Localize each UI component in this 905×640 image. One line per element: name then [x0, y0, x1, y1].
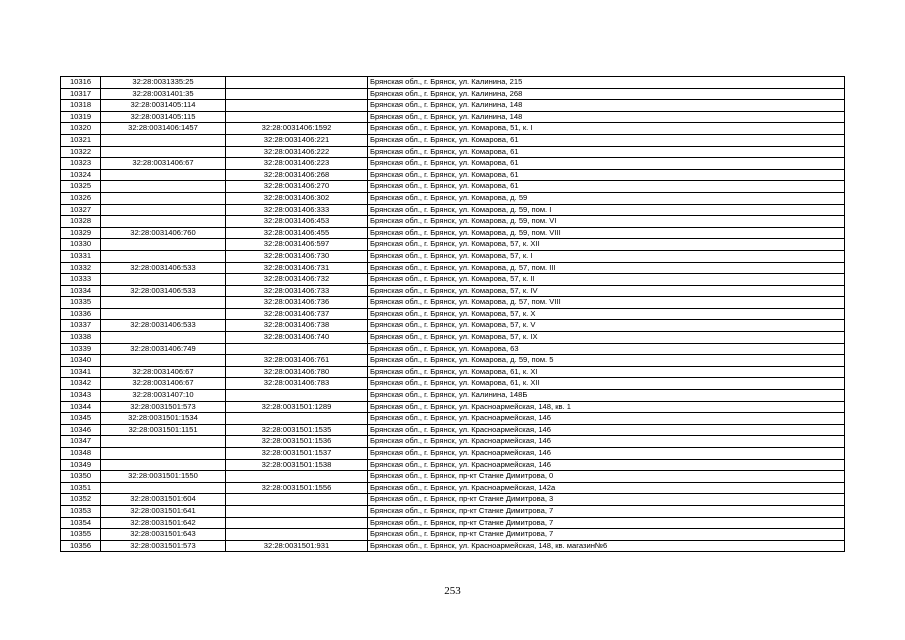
address-cell: Брянская обл., г. Брянск, пр-кт Станке Димитрова, 7 — [368, 505, 845, 517]
object-cadastral-number-cell: 32:28:0031406:223 — [226, 158, 368, 170]
table-row — [61, 424, 845, 436]
table-row — [61, 88, 845, 100]
row-number-cell: 10332 — [61, 262, 101, 274]
table-row — [61, 308, 845, 320]
parcel-cadastral-number-cell: 32:28:0031501:573 — [101, 401, 226, 413]
object-cadastral-number-cell: 32:28:0031406:730 — [226, 250, 368, 262]
parcel-cadastral-number-cell — [101, 192, 226, 204]
address-cell: Брянская обл., г. Брянск, ул. Калинина, 148Б — [368, 390, 845, 402]
address-cell: Брянская обл., г. Брянск, ул. Красноармейская, 148, кв. магазин№6 — [368, 540, 845, 552]
address-cell: Брянская обл., г. Брянск, ул. Калинина, 268 — [368, 88, 845, 100]
object-cadastral-number-cell: 32:28:0031406:270 — [226, 181, 368, 193]
parcel-cadastral-number-cell — [101, 239, 226, 251]
row-number-cell: 10316 — [61, 77, 101, 89]
row-number-cell: 10344 — [61, 401, 101, 413]
parcel-cadastral-number-cell — [101, 355, 226, 367]
row-number-cell: 10321 — [61, 134, 101, 146]
address-cell: Брянская обл., г. Брянск, ул. Красноармейская, 146 — [368, 448, 845, 460]
table-row — [61, 332, 845, 344]
parcel-cadastral-number-cell: 32:28:0031405:114 — [101, 100, 226, 112]
object-cadastral-number-cell — [226, 494, 368, 506]
row-number-cell: 10317 — [61, 88, 101, 100]
table-row — [61, 378, 845, 390]
row-number-cell: 10341 — [61, 366, 101, 378]
row-number-cell: 10348 — [61, 448, 101, 460]
object-cadastral-number-cell: 32:28:0031406:455 — [226, 227, 368, 239]
table-row — [61, 366, 845, 378]
table-row — [61, 448, 845, 460]
address-cell: Брянская обл., г. Брянск, ул. Красноармейская, 142а — [368, 482, 845, 494]
row-number-cell: 10351 — [61, 482, 101, 494]
row-number-cell: 10335 — [61, 297, 101, 309]
object-cadastral-number-cell — [226, 505, 368, 517]
table-row — [61, 100, 845, 112]
object-cadastral-number-cell: 32:28:0031501:1536 — [226, 436, 368, 448]
address-cell: Брянская обл., г. Брянск, ул. Комарова, 61 — [368, 169, 845, 181]
address-cell: Брянская обл., г. Брянск, ул. Комарова, 61, к. XII — [368, 378, 845, 390]
object-cadastral-number-cell — [226, 100, 368, 112]
parcel-cadastral-number-cell — [101, 436, 226, 448]
row-number-cell: 10328 — [61, 216, 101, 228]
table-row — [61, 239, 845, 251]
row-number-cell: 10345 — [61, 413, 101, 425]
object-cadastral-number-cell — [226, 413, 368, 425]
page-number: 253 — [444, 585, 461, 597]
object-cadastral-number-cell: 32:28:0031406:761 — [226, 355, 368, 367]
row-number-cell: 10350 — [61, 471, 101, 483]
table-row — [61, 285, 845, 297]
address-cell: Брянская обл., г. Брянск, ул. Красноармейская, 148, кв. 1 — [368, 401, 845, 413]
table-row — [61, 505, 845, 517]
object-cadastral-number-cell: 32:28:0031406:737 — [226, 308, 368, 320]
parcel-cadastral-number-cell — [101, 274, 226, 286]
row-number-cell: 10334 — [61, 285, 101, 297]
row-number-cell: 10353 — [61, 505, 101, 517]
parcel-cadastral-number-cell — [101, 482, 226, 494]
row-number-cell: 10356 — [61, 540, 101, 552]
address-cell: Брянская обл., г. Брянск, ул. Красноармейская, 146 — [368, 413, 845, 425]
table-row — [61, 134, 845, 146]
address-cell: Брянская обл., г. Брянск, ул. Комарова, 57, к. I — [368, 250, 845, 262]
address-cell: Брянская обл., г. Брянск, ул. Комарова, 61 — [368, 181, 845, 193]
address-cell: Брянская обл., г. Брянск, ул. Комарова, 57, к. IX — [368, 332, 845, 344]
parcel-cadastral-number-cell: 32:28:0031406:533 — [101, 285, 226, 297]
parcel-cadastral-number-cell: 32:28:0031406:67 — [101, 158, 226, 170]
address-cell: Брянская обл., г. Брянск, ул. Комарова, д. 59, пом. VIII — [368, 227, 845, 239]
row-number-cell: 10322 — [61, 146, 101, 158]
address-cell: Брянская обл., г. Брянск, ул. Комарова, 61 — [368, 158, 845, 170]
address-cell: Брянская обл., г. Брянск, ул. Комарова, 61 — [368, 134, 845, 146]
object-cadastral-number-cell: 32:28:0031501:1556 — [226, 482, 368, 494]
parcel-cadastral-number-cell: 32:28:0031501:643 — [101, 529, 226, 541]
parcel-cadastral-number-cell: 32:28:0031407:10 — [101, 390, 226, 402]
parcel-cadastral-number-cell — [101, 448, 226, 460]
table-row — [61, 250, 845, 262]
address-cell: Брянская обл., г. Брянск, ул. Комарова, 63 — [368, 343, 845, 355]
row-number-cell: 10347 — [61, 436, 101, 448]
address-cell: Брянская обл., г. Брянск, ул. Калинина, 148 — [368, 111, 845, 123]
parcel-cadastral-number-cell: 32:28:0031501:1151 — [101, 424, 226, 436]
object-cadastral-number-cell: 32:28:0031406:736 — [226, 297, 368, 309]
row-number-cell: 10329 — [61, 227, 101, 239]
object-cadastral-number-cell: 32:28:0031406:333 — [226, 204, 368, 216]
address-cell: Брянская обл., г. Брянск, ул. Комарова, 57, к. XII — [368, 239, 845, 251]
address-cell: Брянская обл., г. Брянск, ул. Калинина, 148 — [368, 100, 845, 112]
row-number-cell: 10342 — [61, 378, 101, 390]
parcel-cadastral-number-cell — [101, 216, 226, 228]
address-cell: Брянская обл., г. Брянск, пр-кт Станке Димитрова, 3 — [368, 494, 845, 506]
row-number-cell: 10340 — [61, 355, 101, 367]
table-row — [61, 459, 845, 471]
object-cadastral-number-cell: 32:28:0031406:780 — [226, 366, 368, 378]
row-number-cell: 10330 — [61, 239, 101, 251]
object-cadastral-number-cell — [226, 390, 368, 402]
address-cell: Брянская обл., г. Брянск, пр-кт Станке Димитрова, 7 — [368, 529, 845, 541]
object-cadastral-number-cell: 32:28:0031406:731 — [226, 262, 368, 274]
address-cell: Брянская обл., г. Брянск, пр-кт Станке Димитрова, 7 — [368, 517, 845, 529]
address-cell: Брянская обл., г. Брянск, ул. Комарова, 57, к. V — [368, 320, 845, 332]
row-number-cell: 10338 — [61, 332, 101, 344]
table-row — [61, 227, 845, 239]
address-cell: Брянская обл., г. Брянск, ул. Комарова, 61, к. XI — [368, 366, 845, 378]
row-number-cell: 10318 — [61, 100, 101, 112]
object-cadastral-number-cell: 32:28:0031406:732 — [226, 274, 368, 286]
parcel-cadastral-number-cell: 32:28:0031406:760 — [101, 227, 226, 239]
table-row — [61, 436, 845, 448]
table-row — [61, 517, 845, 529]
address-cell: Брянская обл., г. Брянск, ул. Комарова, д. 57, пом. III — [368, 262, 845, 274]
parcel-cadastral-number-cell — [101, 134, 226, 146]
parcel-cadastral-number-cell — [101, 297, 226, 309]
object-cadastral-number-cell — [226, 77, 368, 89]
parcel-cadastral-number-cell: 32:28:0031406:749 — [101, 343, 226, 355]
parcel-cadastral-number-cell: 32:28:0031406:533 — [101, 262, 226, 274]
parcel-cadastral-number-cell: 32:28:0031335:25 — [101, 77, 226, 89]
table-row — [61, 204, 845, 216]
parcel-cadastral-number-cell — [101, 204, 226, 216]
table-row — [61, 169, 845, 181]
parcel-cadastral-number-cell — [101, 250, 226, 262]
row-number-cell: 10349 — [61, 459, 101, 471]
parcel-cadastral-number-cell: 32:28:0031501:604 — [101, 494, 226, 506]
row-number-cell: 10355 — [61, 529, 101, 541]
property-registry-table — [60, 76, 845, 552]
table-body — [61, 77, 845, 552]
object-cadastral-number-cell: 32:28:0031406:783 — [226, 378, 368, 390]
object-cadastral-number-cell — [226, 88, 368, 100]
table-row — [61, 77, 845, 89]
object-cadastral-number-cell — [226, 529, 368, 541]
parcel-cadastral-number-cell: 32:28:0031501:641 — [101, 505, 226, 517]
parcel-cadastral-number-cell: 32:28:0031501:642 — [101, 517, 226, 529]
object-cadastral-number-cell: 32:28:0031406:221 — [226, 134, 368, 146]
address-cell: Брянская обл., г. Брянск, ул. Комарова, 57, к. IV — [368, 285, 845, 297]
row-number-cell: 10337 — [61, 320, 101, 332]
table-row — [61, 494, 845, 506]
table-row — [61, 529, 845, 541]
table-row — [61, 262, 845, 274]
object-cadastral-number-cell: 32:28:0031406:1592 — [226, 123, 368, 135]
table-row — [61, 471, 845, 483]
table-row — [61, 123, 845, 135]
address-cell: Брянская обл., г. Брянск, ул. Комарова, д. 59 — [368, 192, 845, 204]
object-cadastral-number-cell: 32:28:0031501:931 — [226, 540, 368, 552]
object-cadastral-number-cell: 32:28:0031501:1537 — [226, 448, 368, 460]
row-number-cell: 10336 — [61, 308, 101, 320]
row-number-cell: 10354 — [61, 517, 101, 529]
address-cell: Брянская обл., г. Брянск, ул. Комарова, д. 59, пом. VI — [368, 216, 845, 228]
parcel-cadastral-number-cell — [101, 332, 226, 344]
parcel-cadastral-number-cell: 32:28:0031501:1534 — [101, 413, 226, 425]
table-row — [61, 540, 845, 552]
object-cadastral-number-cell — [226, 111, 368, 123]
row-number-cell: 10327 — [61, 204, 101, 216]
address-cell: Брянская обл., г. Брянск, ул. Комарова, 61 — [368, 146, 845, 158]
parcel-cadastral-number-cell: 32:28:0031406:533 — [101, 320, 226, 332]
table-row — [61, 146, 845, 158]
parcel-cadastral-number-cell: 32:28:0031406:67 — [101, 378, 226, 390]
row-number-cell: 10339 — [61, 343, 101, 355]
row-number-cell: 10326 — [61, 192, 101, 204]
table-row — [61, 482, 845, 494]
address-cell: Брянская обл., г. Брянск, пр-кт Станке Димитрова, 0 — [368, 471, 845, 483]
table-row — [61, 343, 845, 355]
table-row — [61, 158, 845, 170]
object-cadastral-number-cell: 32:28:0031406:453 — [226, 216, 368, 228]
address-cell: Брянская обл., г. Брянск, ул. Красноармейская, 146 — [368, 424, 845, 436]
table-row — [61, 111, 845, 123]
object-cadastral-number-cell — [226, 343, 368, 355]
parcel-cadastral-number-cell — [101, 181, 226, 193]
parcel-cadastral-number-cell: 32:28:0031405:115 — [101, 111, 226, 123]
parcel-cadastral-number-cell: 32:28:0031501:573 — [101, 540, 226, 552]
parcel-cadastral-number-cell: 32:28:0031501:1550 — [101, 471, 226, 483]
row-number-cell: 10325 — [61, 181, 101, 193]
object-cadastral-number-cell: 32:28:0031501:1289 — [226, 401, 368, 413]
table-row — [61, 390, 845, 402]
address-cell: Брянская обл., г. Брянск, ул. Комарова, 51, к. I — [368, 123, 845, 135]
row-number-cell: 10346 — [61, 424, 101, 436]
table-row — [61, 297, 845, 309]
object-cadastral-number-cell: 32:28:0031406:302 — [226, 192, 368, 204]
row-number-cell: 10319 — [61, 111, 101, 123]
table-row — [61, 413, 845, 425]
address-cell: Брянская обл., г. Брянск, ул. Комарова, д. 59, пом. 5 — [368, 355, 845, 367]
table-row — [61, 355, 845, 367]
table-row — [61, 274, 845, 286]
parcel-cadastral-number-cell — [101, 459, 226, 471]
table-row — [61, 320, 845, 332]
parcel-cadastral-number-cell — [101, 169, 226, 181]
object-cadastral-number-cell: 32:28:0031406:740 — [226, 332, 368, 344]
address-cell: Брянская обл., г. Брянск, ул. Комарова, 57, к. X — [368, 308, 845, 320]
row-number-cell: 10343 — [61, 390, 101, 402]
table-row — [61, 216, 845, 228]
object-cadastral-number-cell: 32:28:0031501:1538 — [226, 459, 368, 471]
object-cadastral-number-cell — [226, 471, 368, 483]
object-cadastral-number-cell: 32:28:0031406:268 — [226, 169, 368, 181]
row-number-cell: 10352 — [61, 494, 101, 506]
row-number-cell: 10324 — [61, 169, 101, 181]
parcel-cadastral-number-cell: 32:28:0031401:35 — [101, 88, 226, 100]
address-cell: Брянская обл., г. Брянск, ул. Калинина, 215 — [368, 77, 845, 89]
object-cadastral-number-cell: 32:28:0031406:597 — [226, 239, 368, 251]
parcel-cadastral-number-cell — [101, 146, 226, 158]
object-cadastral-number-cell: 32:28:0031406:733 — [226, 285, 368, 297]
object-cadastral-number-cell — [226, 517, 368, 529]
table-row — [61, 181, 845, 193]
parcel-cadastral-number-cell — [101, 308, 226, 320]
address-cell: Брянская обл., г. Брянск, ул. Красноармейская, 146 — [368, 459, 845, 471]
object-cadastral-number-cell: 32:28:0031501:1535 — [226, 424, 368, 436]
address-cell: Брянская обл., г. Брянск, ул. Комарова, д. 59, пом. I — [368, 204, 845, 216]
parcel-cadastral-number-cell: 32:28:0031406:67 — [101, 366, 226, 378]
object-cadastral-number-cell: 32:28:0031406:222 — [226, 146, 368, 158]
row-number-cell: 10320 — [61, 123, 101, 135]
parcel-cadastral-number-cell: 32:28:0031406:1457 — [101, 123, 226, 135]
object-cadastral-number-cell: 32:28:0031406:738 — [226, 320, 368, 332]
row-number-cell: 10331 — [61, 250, 101, 262]
address-cell: Брянская обл., г. Брянск, ул. Комарова, д. 57, пом. VIII — [368, 297, 845, 309]
row-number-cell: 10333 — [61, 274, 101, 286]
address-cell: Брянская обл., г. Брянск, ул. Красноармейская, 146 — [368, 436, 845, 448]
row-number-cell: 10323 — [61, 158, 101, 170]
address-cell: Брянская обл., г. Брянск, ул. Комарова, 57, к. II — [368, 274, 845, 286]
table-row — [61, 401, 845, 413]
table-row — [61, 192, 845, 204]
